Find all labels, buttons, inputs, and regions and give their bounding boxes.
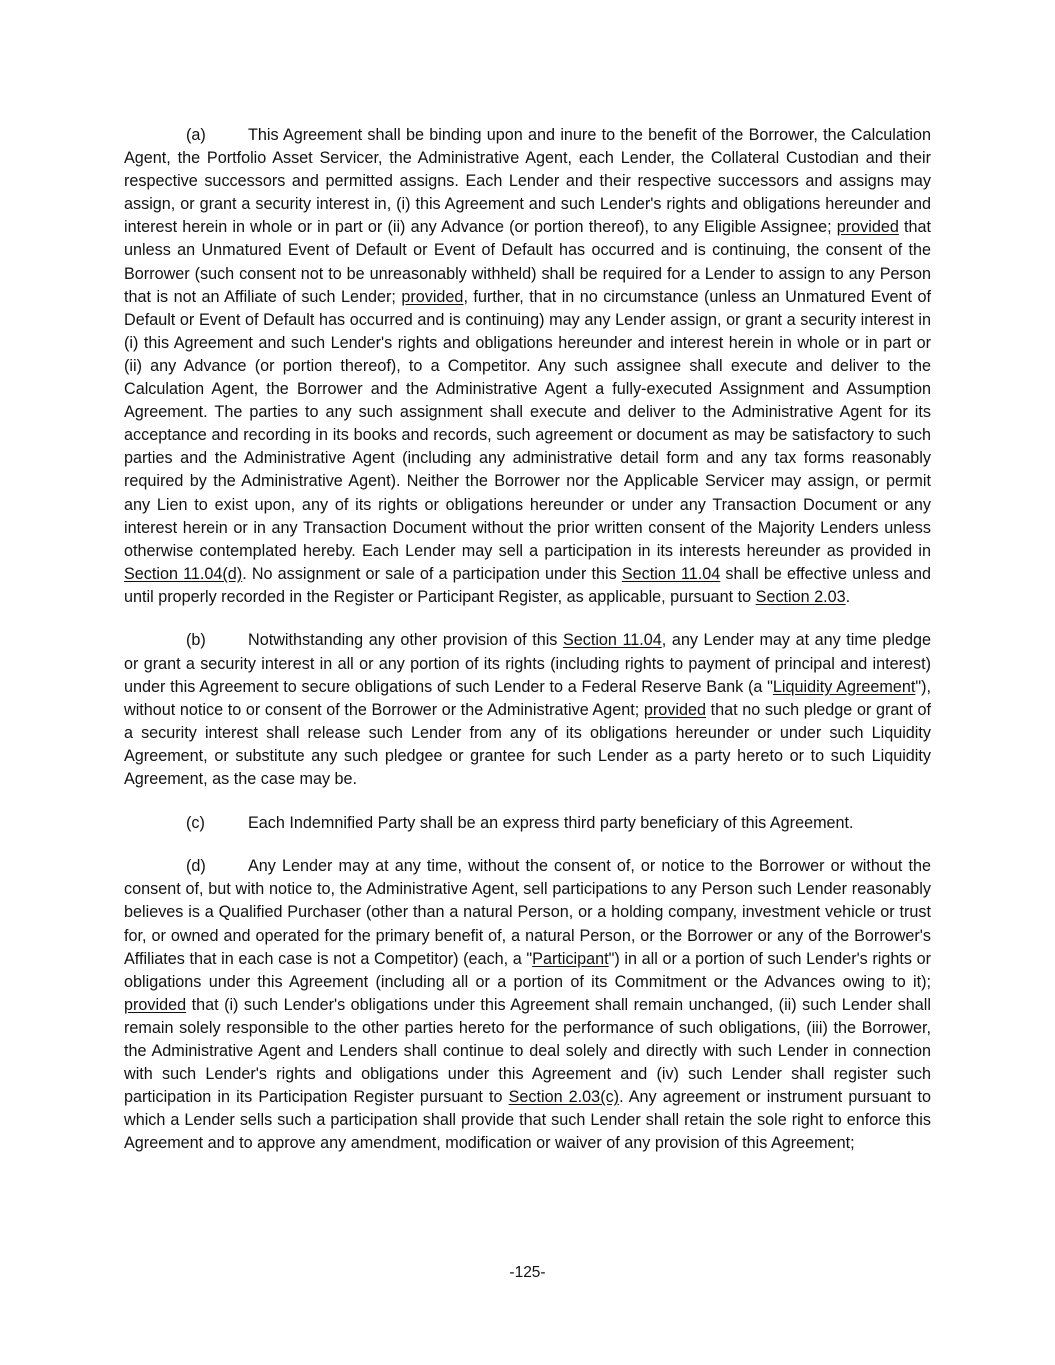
defined-term: Participant [532,949,609,968]
text-run: , further, that in no circumstance (unless an Unmatured Event of Default or Event of Default has occurred and is continuing) may any Lender assign, or grant a security interest in (i) this Agreement and such Lender's rights and obligations hereunder and interest herein in whole or in part or (ii) any Advance (or portion thereof), to a Competitor. Any such assignee shall execute and deliver to the Calculation Agent, the Borrower and the Administrative Agent a fully-executed Assignment and Assumption Agreement. The parties to any such assignment shall execute and deliver to the Administrative Agent for its acceptance and recording in its books and records, such agreement or document as may be satisfactory to such parties and the Administrative Agent (including any administrative detail form and any tax forms reasonably required by the Administrative Agent). Neither the Borrower nor the Applicable Servicer may assign, or permit any Lien to exist upon, any of its rights or obligations hereunder or under any Transaction Document or any interest herein or in any Transaction Document without the prior written consent of the Majority Lenders unless otherwise contemplated hereby. Each Lender may sell a participation in its interests hereunder as provided in [124,287,932,560]
paragraph [124,812,931,835]
defined-term: provided [836,218,899,237]
text-run: , any Lender may at any time pledge or grant a security interest in all or any portion of its rights (including rights to payment of principal and interest) under this Agreement to secure obligations of such Lender to a Federal Reserve Bank (a " [124,631,932,696]
defined-term: provided [124,995,187,1014]
defined-term: Liquidity Agreement [772,677,916,696]
text-run: . No assignment or sale of a participation under this [242,564,622,583]
text-run: Notwithstanding any other provision of this [248,631,563,650]
document-body [124,124,931,1176]
text-run: ") in all or a portion of such Lender's rights or obligations under this Agreement (including all or a portion of its Commitment or the Advances owing to it); [124,949,931,991]
text-run: Any Lender may at any time, without the consent of, or notice to the Borrower or without the consent of, but with notice to, the Administrative Agent, sell participations to any Person such Lender reasonably believes is a Qualified Purchaser (other than a natural Person, or a holding company, investment vehicle or trust for, or owned and operated for the primary benefit of, a natural Person, or the Borrower or any of the Borrower's Affiliates that in each case is not a Competitor) (each, a " [124,857,931,968]
text-run: . [845,587,851,606]
paragraph [124,124,931,609]
defined-term: Section 2.03(c) [508,1088,620,1107]
paragraph [124,629,931,791]
defined-term: Section 2.03 [755,587,846,606]
paragraph-label: (b) [186,631,206,650]
text-run: Each Indemnified Party shall be an express third party beneficiary of this Agreement. [248,813,854,832]
paragraph-label: (a) [186,126,206,144]
paragraph-label: (c) [186,813,205,832]
defined-term: Section 11.04(d) [124,564,243,583]
text-run: . Any agreement or instrument pursuant to which a Lender sells such a participation shall provide that such Lender shall retain the sole right to enforce this Agreement and to approve any amendment, modification or waiver of any provision of this Agreement; [124,1088,931,1153]
defined-term: Section 11.04 [621,564,721,583]
text-run: shall be effective unless and until properly recorded in the Register or Participant Register, as applicable, pursuant to [124,564,931,606]
text-run: that unless an Unmatured Event of Default or Event of Default has occurred and is continuing, the consent of the Borrower (such consent not to be unreasonably withheld) shall be required for a Lender to assign to any Person that is not an Affiliate of such Lender; [124,218,931,306]
page-number: -125- [509,1264,546,1281]
paragraph-label: (d) [186,857,206,876]
paragraph [124,855,931,1155]
text-run: that (i) such Lender's obligations under this Agreement shall remain unchanged, (ii) such Lender shall remain solely responsible to the other parties hereto for the performance of such obligations, (iii) the Borrower, the Administrative Agent and Lenders shall continue to deal solely and directly with such Lender in connection with such Lender's rights and obligations under this Agreement and (iv) such Lender shall register such participation in its Participation Register pursuant to [124,995,931,1107]
defined-term: Section 11.04 [562,631,662,650]
text-run: that no such pledge or grant of a security interest shall release such Lender from any of its obligations hereunder or under such Liquidity Agreement, or substitute any such pledgee or grantee for such Lender as a party hereto or to such Liquidity Agreement, as the case may be. [124,700,931,789]
defined-term: provided [643,700,706,719]
text-run: "), without notice to or consent of the Borrower or the Administrative Agent; [124,677,931,719]
defined-term: provided [401,287,464,306]
text-run: This Agreement shall be binding upon and inure to the benefit of the Borrower, the Calculation Agent, the Portfolio Asset Servicer, the Administrative Agent, each Lender, the Collateral Custodian and their respective successors and permitted assigns. Each Lender and their respective successors and assigns may assign, or grant a security interest in, (i) this Agreement and such Lender's rights and obligations hereunder and interest herein in whole or in part or (ii) any Advance (or portion thereof), to any Eligible Assignee; [124,126,931,237]
